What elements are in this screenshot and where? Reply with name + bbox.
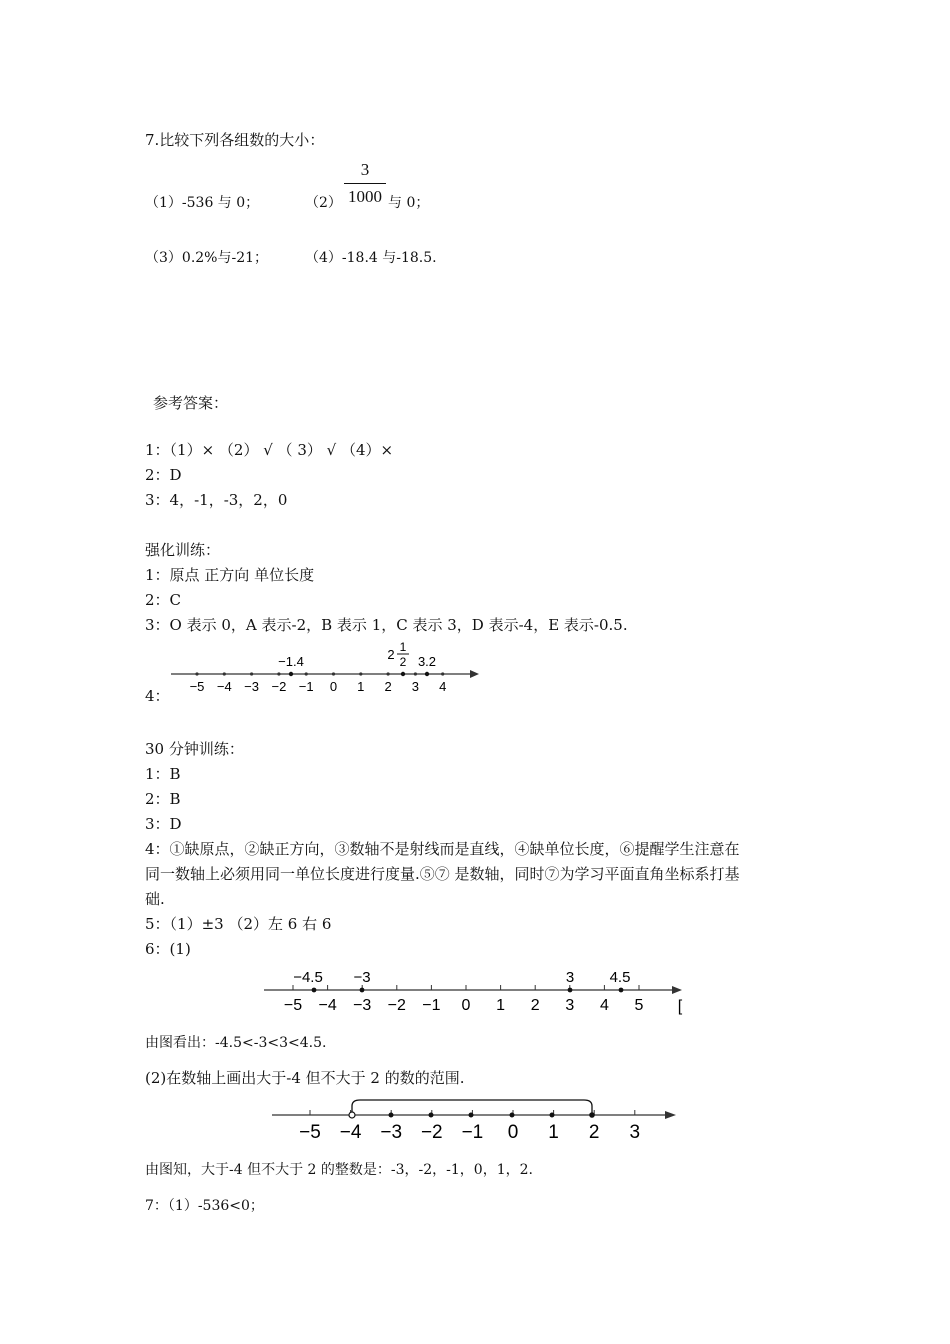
tick-label: 2 — [530, 997, 540, 1014]
tick-label: −4 — [216, 679, 232, 694]
tick-label: 2 — [588, 1122, 600, 1143]
tick-label: −1 — [298, 679, 314, 694]
axis-arrow — [672, 986, 682, 994]
tick-label: −2 — [387, 997, 406, 1014]
thirty-6-conclusion-2: 由图知，大于-4 但不大于 2 的整数是：-3，-2，-1，0，1，2. — [145, 1162, 533, 1178]
tick-label: 1 — [496, 997, 506, 1014]
label-mixed-numerator: 1 — [399, 640, 407, 654]
axis-arrow — [470, 670, 479, 678]
answer-3: 3：4，-1，-3，2，0 — [145, 491, 288, 509]
tick-dot — [250, 672, 253, 675]
thirty-4-line-1: 4：①缺原点，②缺正方向，③数轴不是射线而是直线，④缺单位长度，⑥提醒学生注意在 — [145, 840, 740, 858]
point-1 — [550, 1113, 555, 1118]
question-7-part-1: （1）-536 与 0； — [145, 195, 260, 211]
thirty-5: 5：（1）±3 （2）左 6 右 6 — [145, 915, 332, 933]
thirty-7: 7：（1）-536<0； — [145, 1198, 264, 1214]
thirty-heading: 30 分钟训练： — [145, 740, 244, 758]
tick-dot — [441, 672, 444, 675]
question-7-part-2-prefix: （2） — [305, 195, 342, 211]
point-2-5 — [401, 672, 405, 676]
label-neg-1-4: −1.4 — [278, 654, 304, 669]
point-neg-4-5 — [312, 988, 317, 993]
answer-2: 2：D — [145, 466, 182, 484]
point-0 — [510, 1113, 515, 1118]
answer-1: 1：（1）× （2） √ （ 3） √ （4）× — [145, 441, 394, 459]
point-4-5 — [619, 988, 624, 993]
tick-label: 1 — [357, 679, 365, 694]
question-7-part-4: （4）-18.4 与-18.5. — [305, 250, 437, 266]
tick-dot — [332, 672, 335, 675]
tick-label: −1 — [461, 1122, 484, 1143]
tick-dot — [387, 672, 390, 675]
thirty-6-part-2: (2)在数轴上画出大于-4 但不大于 2 的数的范围. — [145, 1069, 465, 1087]
bracket-mark: [ — [677, 998, 683, 1015]
tick-label: 3 — [629, 1122, 641, 1143]
point-neg-3 — [360, 988, 365, 993]
label-mixed-denominator: 2 — [399, 655, 407, 669]
point-neg-2 — [429, 1113, 434, 1118]
tick-label: 0 — [507, 1122, 519, 1143]
tick-label: −1 — [422, 997, 441, 1014]
point-3 — [568, 988, 573, 993]
number-line-3 — [268, 1092, 680, 1146]
reinforce-4-label: 4： — [145, 687, 170, 705]
thirty-6: 6：(1) — [145, 940, 191, 958]
tick-label: −5 — [189, 679, 205, 694]
tick-dot — [305, 672, 308, 675]
thirty-6-conclusion: 由图看出：-4.5<-3<3<4.5. — [145, 1035, 327, 1051]
number-line-1 — [165, 638, 485, 700]
tick-label: −4 — [318, 997, 337, 1014]
tick-label: 0 — [461, 997, 471, 1014]
reinforce-3: 3：O 表示 0，A 表示-2，B 表示 1，C 表示 3，D 表示-4，E 表示-0.5. — [145, 616, 628, 634]
tick-label: −3 — [244, 679, 260, 694]
tick-label: 5 — [634, 997, 644, 1014]
label-mixed-whole: 2 — [387, 647, 395, 662]
tick-label: −2 — [271, 679, 287, 694]
tick-label: −2 — [420, 1122, 443, 1143]
answers-heading: 参考答案： — [153, 394, 229, 412]
question-7-part-2-suffix: 与 0； — [388, 195, 430, 211]
number-line-2 — [258, 962, 698, 1018]
point-neg-3 — [389, 1113, 394, 1118]
closed-endpoint-2 — [589, 1112, 595, 1118]
label-neg-4-5: −4.5 — [293, 969, 323, 986]
fraction-denominator: 1000 — [348, 187, 382, 206]
question-7-title: 7.比较下列各组数的大小： — [145, 131, 325, 149]
thirty-3: 3：D — [145, 815, 182, 833]
thirty-2: 2：B — [145, 790, 181, 808]
tick-label: −3 — [380, 1122, 403, 1143]
tick-dot — [195, 672, 198, 675]
reinforce-1: 1：原点 正方向 单位长度 — [145, 566, 315, 584]
label-4-5: 4.5 — [609, 969, 631, 986]
fraction-bar — [344, 183, 386, 184]
question-7-part-3: （3）0.2%与-21； — [145, 250, 269, 266]
thirty-1: 1：B — [145, 765, 181, 783]
tick-label: 0 — [329, 679, 338, 694]
tick-label: −3 — [353, 997, 372, 1014]
tick-dot — [223, 672, 226, 675]
point-neg-1-4 — [289, 672, 293, 676]
tick-label: 3 — [411, 679, 420, 694]
tick-label: 4 — [439, 679, 447, 694]
label-neg-3: −3 — [353, 969, 371, 986]
tick-label: 2 — [384, 679, 392, 694]
tick-dot — [277, 672, 280, 675]
open-endpoint-neg-4 — [349, 1112, 355, 1118]
reinforce-heading: 强化训练： — [145, 541, 221, 559]
tick-label: −4 — [339, 1122, 362, 1143]
tick-label: 1 — [548, 1122, 559, 1143]
thirty-4-line-3: 础. — [145, 890, 165, 908]
tick-label: 4 — [599, 997, 609, 1014]
label-3-2: 3.2 — [417, 654, 437, 669]
thirty-4-line-2: 同一数轴上必须用同一单位长度进行度量.⑤⑦ 是数轴，同时⑦为学习平面直角坐标系打基 — [145, 865, 740, 883]
point-3-2 — [425, 672, 429, 676]
tick-label: −5 — [283, 997, 303, 1014]
point-neg-1 — [469, 1113, 474, 1118]
fraction-numerator: 3 — [360, 160, 370, 179]
tick-dot — [359, 672, 362, 675]
tick-label: 3 — [565, 997, 575, 1014]
tick-dot — [414, 672, 417, 675]
reinforce-2: 2：C — [145, 591, 182, 609]
tick-label: −5 — [299, 1122, 321, 1143]
axis-arrow — [665, 1111, 676, 1119]
label-3: 3 — [565, 969, 575, 986]
